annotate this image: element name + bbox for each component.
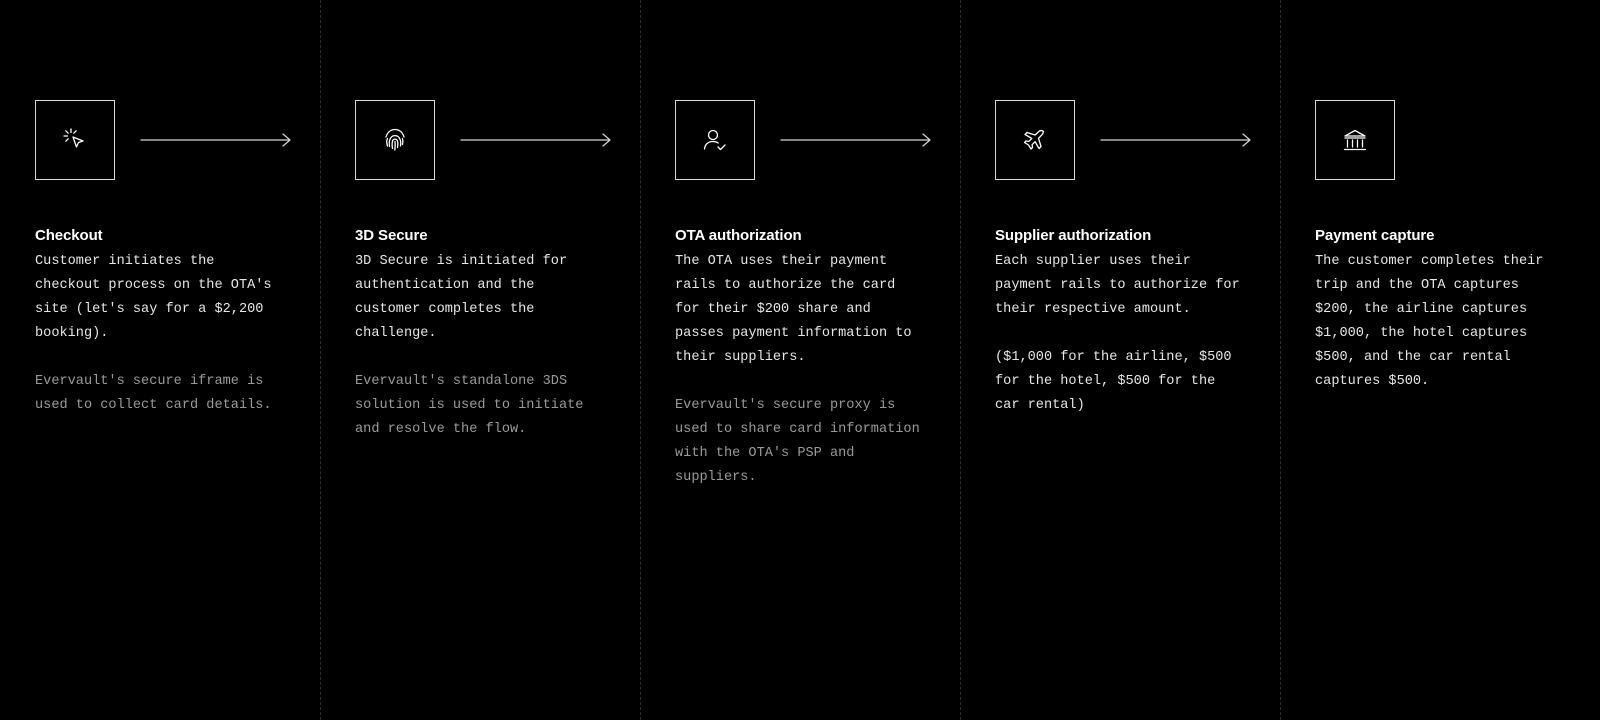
step-supplier-authorization	[960, 0, 1280, 720]
step-icon-row	[35, 100, 320, 180]
step-icon-row	[1315, 100, 1600, 180]
step-note: ($1,000 for the airline, $500 for the hotel, $500 for the car rental)	[995, 350, 1232, 413]
cursor-click-icon	[61, 126, 89, 154]
step-icon-row	[995, 100, 1280, 180]
step-title: OTA authorization	[675, 227, 802, 244]
step-3d-secure	[320, 0, 640, 720]
step-note: Evervault's secure proxy is used to share card information with the OTA's PSP and suppliers.	[675, 398, 920, 485]
step-description: Each supplier uses their payment rails to authorize for their respective amount.	[995, 254, 1240, 317]
step-title: 3D Secure	[355, 227, 428, 244]
arrow-icon	[780, 133, 932, 147]
step-icon-row	[355, 100, 640, 180]
airplane-icon	[1021, 126, 1049, 154]
step-icon-box	[995, 100, 1075, 180]
user-check-icon	[701, 126, 729, 154]
step-title: Payment capture	[1315, 227, 1435, 244]
step-icon-box	[675, 100, 755, 180]
arrow-icon	[460, 133, 612, 147]
step-description: The OTA uses their payment rails to authorize the card for their $200 share and passes payment information to their suppliers.	[675, 254, 912, 365]
step-note: Evervault's standalone 3DS solution is used to initiate and resolve the flow.	[355, 374, 584, 437]
step-note: Evervault's secure iframe is used to collect card details.	[35, 374, 272, 413]
step-description: The customer completes their trip and the OTA captures $200, the airline captures $1,000, the hotel captures $500, and the car rental captures $500.	[1315, 254, 1544, 389]
step-payment-capture	[1280, 0, 1600, 720]
step-title: Checkout	[35, 227, 103, 244]
step-icon-box	[1315, 100, 1395, 180]
step-checkout	[0, 0, 320, 720]
fingerprint-icon	[381, 126, 409, 154]
step-ota-authorization	[640, 0, 960, 720]
step-description: Customer initiates the checkout process on the OTA's site (let's say for a $2,200 booking).	[35, 254, 272, 341]
step-title: Supplier authorization	[995, 227, 1152, 244]
step-icon-box	[35, 100, 115, 180]
bank-icon	[1341, 126, 1369, 154]
step-description: 3D Secure is initiated for authentication and the customer completes the challenge.	[355, 254, 568, 341]
arrow-icon	[140, 133, 292, 147]
step-icon-box	[355, 100, 435, 180]
step-icon-row	[675, 100, 960, 180]
arrow-icon	[1100, 133, 1252, 147]
